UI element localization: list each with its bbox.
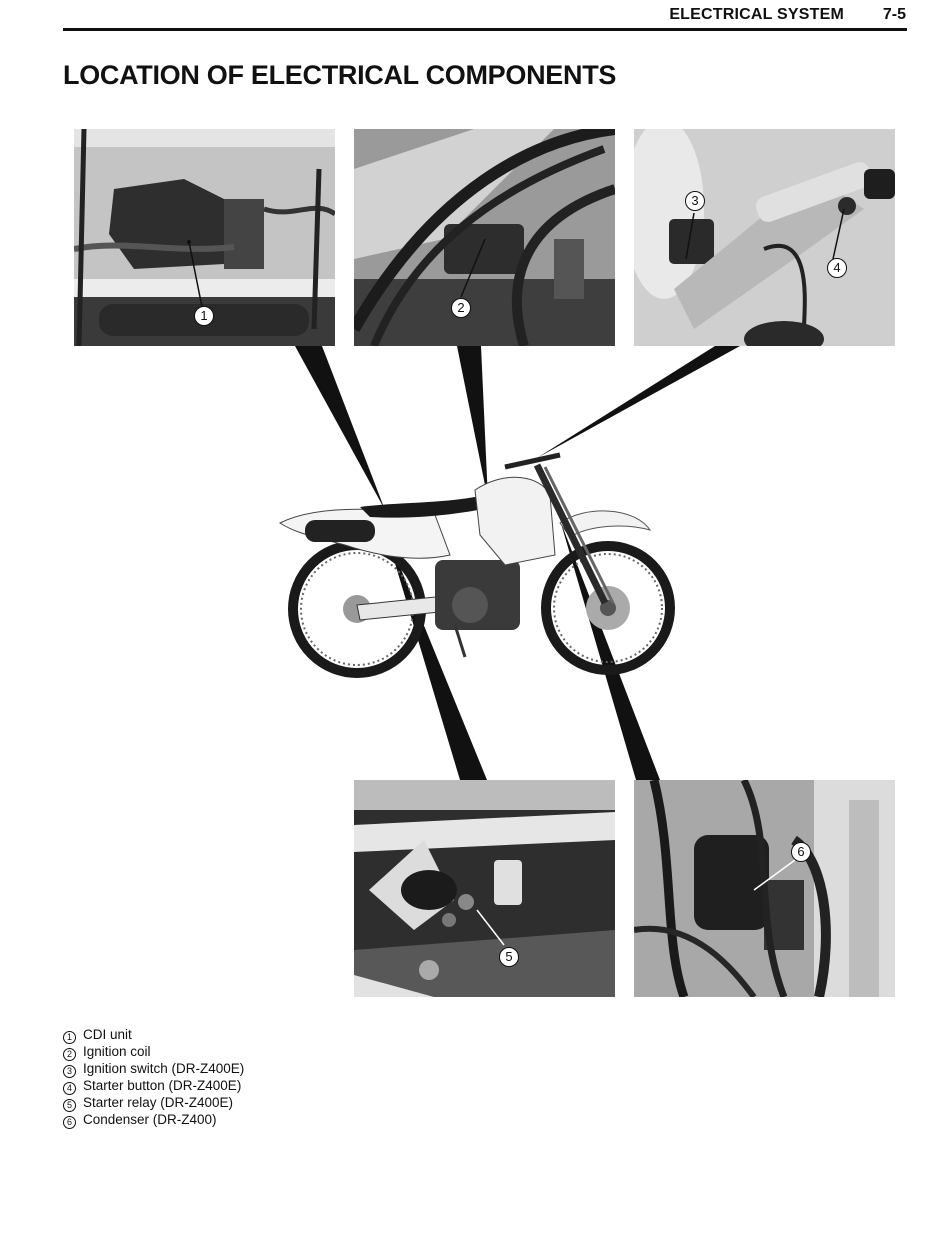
legend-number: 2	[63, 1048, 76, 1061]
legend-label: Condenser (DR-Z400)	[83, 1112, 217, 1127]
legend-label: Starter button (DR-Z400E)	[83, 1078, 242, 1093]
legend-label: Ignition switch (DR-Z400E)	[83, 1061, 245, 1076]
connector-switch	[537, 346, 740, 458]
legend-item	[63, 1043, 244, 1060]
legend-number: 6	[63, 1116, 76, 1129]
photo-condenser	[634, 780, 895, 997]
legend-item	[63, 1077, 244, 1094]
component-legend	[63, 1026, 244, 1128]
callout-4: 4	[827, 258, 847, 278]
legend-number: 1	[63, 1031, 76, 1044]
legend-label: CDI unit	[83, 1027, 132, 1042]
photo-ignition-switch-starter-button	[634, 129, 895, 346]
legend-label: Ignition coil	[83, 1044, 151, 1059]
section-title: ELECTRICAL SYSTEM	[669, 6, 844, 23]
photo-cdi-unit	[74, 129, 335, 346]
callout-5: 5	[499, 947, 519, 967]
legend-number: 4	[63, 1082, 76, 1095]
legend-item	[63, 1060, 244, 1077]
photo-ignition-coil	[354, 129, 615, 346]
legend-number: 5	[63, 1099, 76, 1112]
legend-item	[63, 1094, 244, 1111]
page-number: 7-5	[882, 6, 906, 23]
callout-3: 3	[685, 191, 705, 211]
callout-1: 1	[194, 306, 214, 326]
photo-starter-relay	[354, 780, 615, 997]
legend-item	[63, 1026, 244, 1043]
legend-item	[63, 1111, 244, 1128]
motorcycle-illustration	[275, 445, 675, 690]
page-title: LOCATION OF ELECTRICAL COMPONENTS	[63, 60, 617, 90]
legend-number: 3	[63, 1065, 76, 1078]
legend-label: Starter relay (DR-Z400E)	[83, 1095, 234, 1110]
callout-2: 2	[451, 298, 471, 318]
callout-6: 6	[791, 842, 811, 862]
